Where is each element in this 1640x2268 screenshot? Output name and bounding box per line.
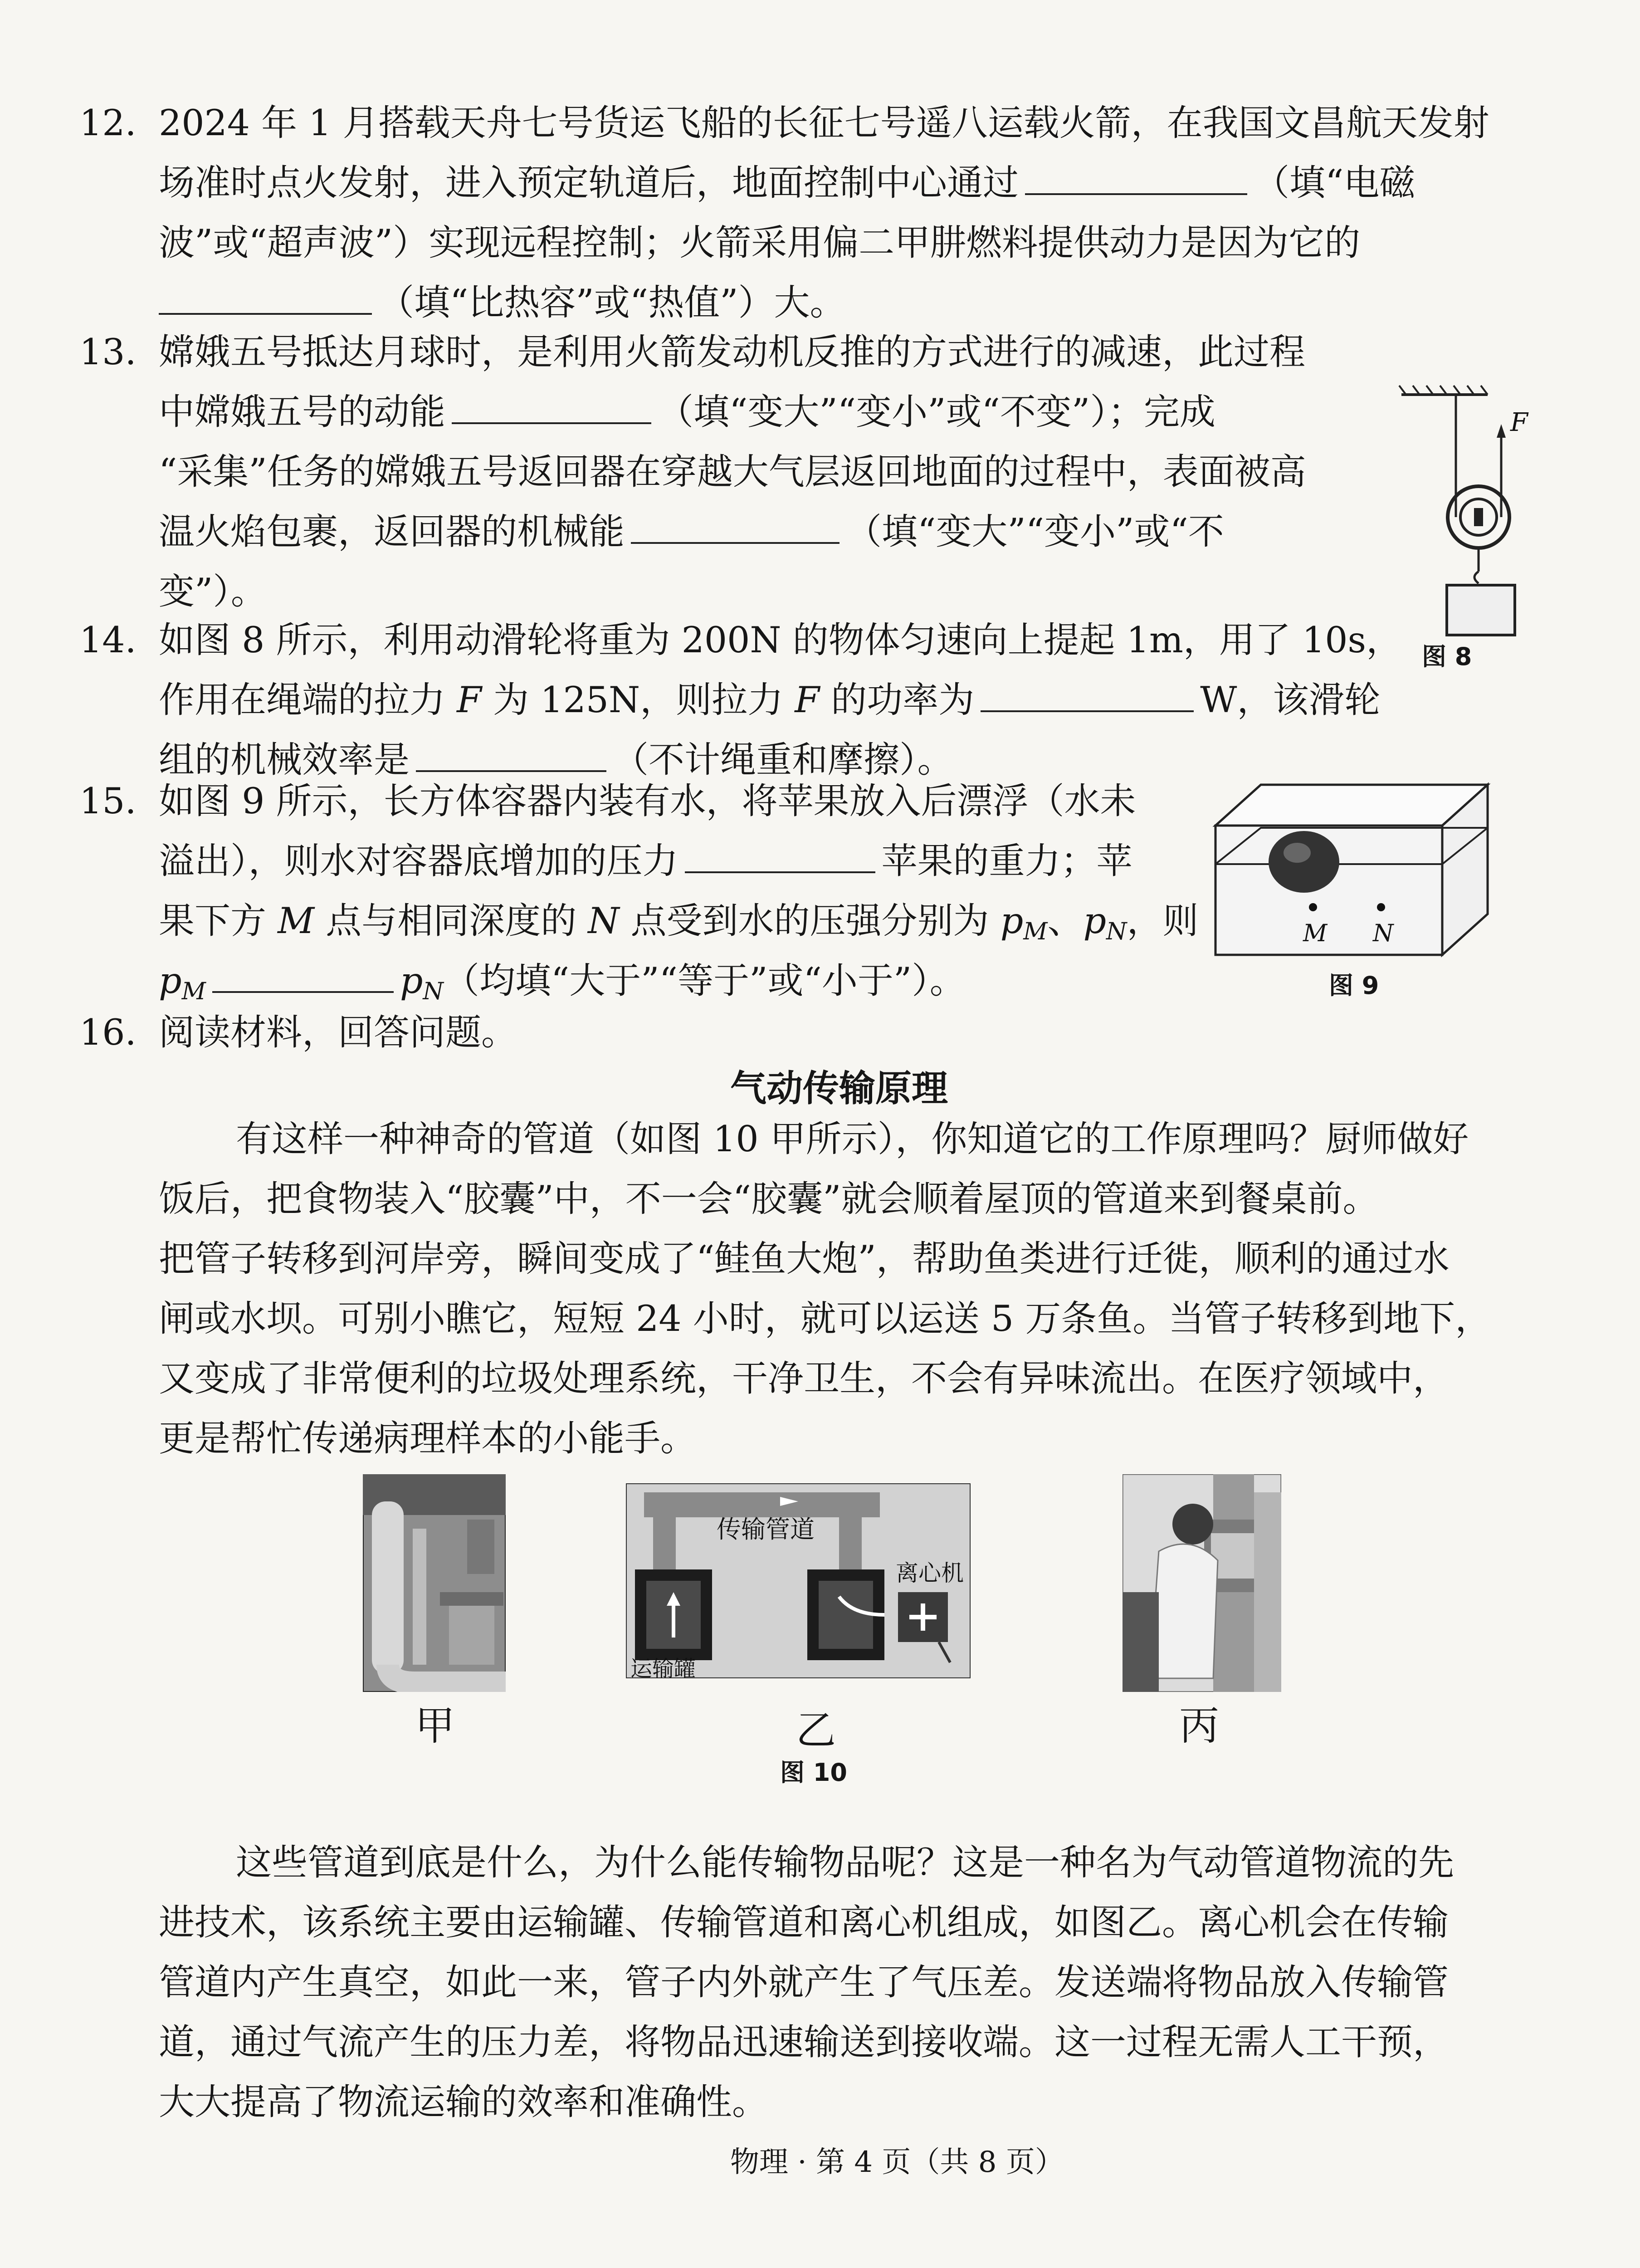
figure-10-caption: 图 10 [780, 1758, 847, 1787]
answer-blank[interactable] [159, 281, 372, 315]
page-footer: 物理 · 第 4 页（共 8 页） [730, 2146, 1064, 2179]
pressure-variable: p [1000, 900, 1024, 942]
text-segment: （填“变大”“变小”或“不 [846, 511, 1224, 552]
paragraph-line: 更是帮忙传递病理样本的小能手。 [159, 1418, 696, 1459]
reading-title: 气动传输原理 [730, 1067, 948, 1110]
question-text [159, 382, 1306, 442]
subscript-n: N [1106, 918, 1127, 945]
text-segment: （均填“大于”“等于”或“小于”）。 [443, 960, 966, 1002]
text-segment: 点与相同深度的 [326, 900, 577, 942]
text-segment: 中嫦娥五号的动能 [159, 391, 445, 433]
paragraph-line: 饭后，把食物装入“胶囊”中，不一会“胶囊”就会顺着屋顶的管道来到餐桌前。 [159, 1178, 1379, 1220]
paragraph-line: 进技术，该系统主要由运输罐、传输管道和离心机组成，如图乙。离心机会在传输 [159, 1901, 1449, 1943]
answer-blank[interactable] [212, 959, 394, 993]
reading-paragraph-1 [159, 1109, 1510, 1468]
figure-8 [1397, 381, 1547, 680]
question-text [159, 831, 1199, 891]
point-n-label: N [1373, 920, 1394, 947]
figure-10-bing-photo [1123, 1474, 1281, 1692]
subscript-m: M [181, 978, 206, 1005]
figure-10-bing-label: 丙 [1179, 1702, 1220, 1749]
text-segment: 场准时点火发射，进入预定轨道后，地面控制中心通过 [159, 162, 1019, 204]
container-diagram [1206, 771, 1497, 962]
text-segment: （不计绳重和摩擦）。 [613, 739, 953, 781]
question-number: 16. [79, 1012, 137, 1053]
question-text: 阅读材料，回答问题。 [159, 1012, 517, 1053]
point-m-label: M [1303, 920, 1328, 947]
reading-paragraph-2 [159, 1833, 1510, 2132]
force-label: F [1510, 408, 1528, 437]
answer-blank[interactable] [1025, 161, 1247, 195]
force-variable: F [795, 679, 820, 721]
question-number: 12. [79, 102, 137, 144]
text-segment: 果下方 [159, 900, 266, 942]
can-label: 运输罐 [630, 1656, 696, 1678]
answer-blank[interactable] [685, 840, 875, 873]
text-segment: 溢出），则水对容器底增加的压力 [159, 840, 678, 882]
separator: 、 [1047, 900, 1084, 942]
paragraph-line: 闸或水坝。可别小瞧它，短短 24 小时，就可以运送 5 万条鱼。当管子转移到地下， [159, 1298, 1491, 1339]
question-text [159, 153, 1489, 213]
text-segment: 为 125N，则拉力 [493, 679, 784, 721]
paragraph-line: 这些管道到底是什么，为什么能传输物品呢？这是一种名为气动管道物流的先 [236, 1842, 1454, 1883]
question-number: 14. [79, 619, 137, 661]
figure-9 [1206, 771, 1497, 1007]
text-segment: 温火焰包裹，返回器的机械能 [159, 511, 625, 552]
question-text: 如图 9 所示，长方体容器内装有水，将苹果放入后漂浮（水未 [159, 780, 1136, 822]
paragraph-line: 又变成了非常便利的垃圾处理系统，干净卫生，不会有异味流出。在医疗领域中， [159, 1358, 1449, 1399]
figure-10-jia-label: 甲 [415, 1702, 455, 1749]
paragraph-line: 道，通过气流产生的压力差，将物品迅速输送到接收端。这一过程无需人工干预， [159, 2021, 1449, 2063]
text-segment: 苹果的重力；苹 [881, 840, 1132, 882]
question-text: 波”或“超声波”）实现远程控制；火箭采用偏二甲肼燃料提供动力是因为它的 [159, 222, 1361, 264]
question-text [159, 951, 1199, 1011]
text-segment: W，该滑轮 [1200, 679, 1381, 721]
point-m-variable: M [278, 900, 315, 942]
paragraph-line: 管道内产生真空，如此一来，管子内外就产生了气压差。发送端将物品放入传输管 [159, 1961, 1449, 2003]
question-number: 13. [79, 331, 137, 373]
figure-9-caption: 图 9 [1329, 971, 1379, 1000]
text-segment: （填“电磁 [1254, 162, 1415, 204]
question-text: 嫦娥五号抵达月球时，是利用火箭发动机反推的方式进行的减速，此过程 [159, 331, 1305, 373]
answer-blank[interactable] [631, 510, 840, 544]
question-number: 15. [79, 780, 137, 822]
text-segment: 组的机械效率是 [159, 739, 410, 781]
answer-blank[interactable] [981, 679, 1194, 712]
question-text: “采集”任务的嫦娥五号返回器在穿越大气层返回地面的过程中，表面被高 [159, 451, 1306, 493]
paragraph-line: 大大提高了物流运输的效率和准确性。 [159, 2081, 768, 2123]
pressure-variable: p [400, 960, 423, 1002]
question-text [159, 670, 1402, 730]
pulley-diagram [1397, 381, 1547, 644]
subscript-m: M [1023, 918, 1048, 945]
pressure-variable: p [1083, 900, 1107, 942]
question-text [159, 891, 1199, 951]
force-variable: F [457, 679, 482, 721]
subscript-n: N [423, 978, 444, 1005]
paragraph-line: 有这样一种神奇的管道（如图 10 甲所示），你知道它的工作原理吗？厨师做好 [236, 1118, 1469, 1160]
text-segment: （填“比热容”或“热值”）大。 [378, 282, 846, 323]
answer-blank[interactable] [416, 738, 606, 772]
figure-8-caption: 图 8 [1422, 642, 1472, 671]
paragraph-line: 把管子转移到河岸旁，瞬间变成了“鲑鱼大炮”，帮助鱼类进行迁徙，顺利的通过水 [159, 1238, 1450, 1280]
text-segment: 的功率为 [831, 679, 975, 721]
text-segment: （填“变大”“变小”或“不变”）；完成 [658, 391, 1215, 433]
question-text: 如图 8 所示，利用动滑轮将重为 200N 的物体匀速向上提起 1m，用了 10s， [159, 619, 1402, 661]
figure-10-yi-diagram [626, 1483, 971, 1678]
point-n-variable: N [588, 900, 620, 942]
centrifuge-label: 离心机 [896, 1560, 964, 1586]
pressure-variable: p [159, 960, 182, 1002]
question-text [159, 502, 1306, 562]
question-text: 2024 年 1 月搭载天舟七号货运飞船的长征七号遥八运载火箭，在我国文昌航天发射 [159, 102, 1489, 144]
text-segment: 作用在绳端的拉力 [159, 679, 445, 721]
question-text: 变”）。 [159, 571, 267, 612]
text-segment: ，则 [1127, 900, 1199, 942]
figure-10-yi-label: 乙 [796, 1707, 836, 1754]
answer-blank[interactable] [452, 391, 651, 424]
text-segment: 点受到水的压强分别为 [630, 900, 989, 942]
figure-10-jia-photo [363, 1474, 506, 1692]
pipe-label: 传输管道 [717, 1515, 815, 1544]
